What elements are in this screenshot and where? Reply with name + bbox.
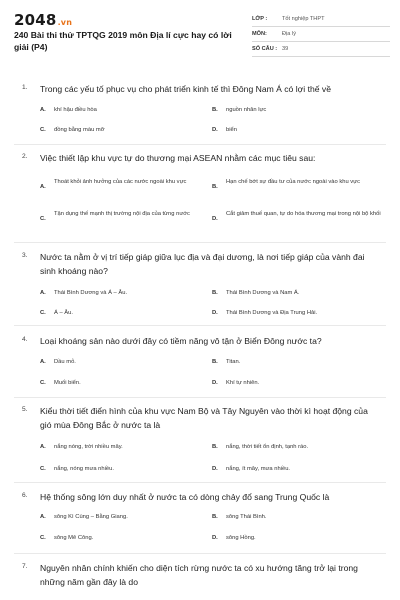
divider: [14, 397, 386, 398]
option-text: Hạn chế bớt sự đầu tư của nước ngoài vào khu vực: [226, 179, 360, 185]
question-number: 7.: [22, 563, 28, 570]
option-letter: C.: [40, 535, 46, 541]
option-letter: B.: [212, 359, 218, 365]
option-letter: B.: [212, 444, 218, 450]
meta-value: Tốt nghiệp THPT: [282, 16, 325, 22]
option-text: sông Mê Công.: [54, 535, 94, 541]
option-text: nguồn nhân lực: [226, 107, 267, 113]
document-title: 240 Bài thi thử TPTQG 2019 môn Địa lí cực hay có lời giải (P4): [14, 30, 232, 52]
option-text: sông Thái Bình.: [226, 514, 267, 520]
divider: [14, 144, 386, 145]
option-text: Thái Bình Dương và Địa Trung Hải.: [226, 310, 318, 316]
meta-value: 39: [282, 46, 289, 52]
logo-main: 2048: [14, 11, 57, 29]
option-letter: B.: [212, 290, 218, 296]
option-letter: B.: [212, 107, 218, 113]
option-text: Thái Bình Dương và Á – Âu.: [54, 290, 128, 296]
option-text: Tận dụng thế mạnh thị trường nội địa của từng nước: [54, 211, 190, 217]
option-text: đồng bằng màu mỡ: [54, 127, 105, 133]
meta-key: SỐ CÂU :: [252, 46, 278, 52]
option-text: sông Hồng.: [226, 535, 256, 541]
option-text: Á – Âu.: [54, 310, 74, 316]
option-letter: D.: [212, 127, 218, 133]
logo-suffix: .vn: [57, 18, 73, 27]
meta-row-class: [252, 12, 390, 27]
question-number: 2.: [22, 153, 28, 160]
question-text: Kiểu thời tiết điển hình của khu vực Nam Bộ và Tây Nguyên vào thời kì hoạt động của gió mùa Đông Bắc ở nước ta là: [40, 406, 368, 430]
question-number: 6.: [22, 492, 28, 499]
option-text: nắng nóng, trời nhiều mây.: [54, 444, 123, 450]
option-letter: A.: [40, 514, 46, 520]
option-text: nắng, thời tiết ổn định, tạnh ráo.: [226, 444, 309, 450]
meta-row-subject: [252, 27, 390, 42]
option-letter: B.: [212, 514, 218, 520]
option-letter: A.: [40, 444, 46, 450]
divider: [14, 482, 386, 483]
option-text: biển: [226, 127, 237, 133]
exam-meta: [252, 12, 390, 57]
divider: [14, 553, 386, 554]
question-text: Nước ta nằm ở vị trí tiếp giáp giữa lục địa và đại dương, là nơi tiếp giáp của vành đai sinh khoáng nào?: [40, 252, 365, 276]
option-letter: D.: [212, 310, 218, 316]
option-text: Cắt giảm thuế quan, tự do hóa thương mại trong nội bộ khối: [226, 211, 381, 217]
option-letter: C.: [40, 466, 46, 472]
option-letter: D.: [212, 535, 218, 541]
meta-row-count: [252, 42, 390, 57]
question-number: 3.: [22, 252, 28, 259]
question-text: Trong các yếu tố phục vụ cho phát triển kinh tế thì Đông Nam Á có lợi thế về: [40, 84, 331, 94]
option-letter: D.: [212, 466, 218, 472]
option-text: khí hậu điều hòa: [54, 107, 97, 113]
option-text: sông Kì Cùng – Bằng Giang.: [54, 514, 128, 520]
question-text: Loại khoáng sản nào dưới đây có tiềm năng vô tận ở Biển Đông nước ta?: [40, 336, 322, 346]
meta-key: MÔN:: [252, 31, 267, 37]
option-text: nắng, nóng mưa nhiều.: [54, 466, 114, 472]
option-text: Thái Bình Dương và Nam Á.: [226, 290, 300, 296]
option-letter: D.: [212, 380, 218, 386]
option-letter: A.: [40, 290, 46, 296]
option-letter: C.: [40, 310, 46, 316]
option-text: Dầu mỏ.: [54, 359, 76, 365]
question-text: Nguyên nhân chính khiến cho diện tích rừng nước ta có xu hướng tăng trở lại trong những năm gần đây là do: [40, 563, 358, 587]
divider: [14, 242, 386, 243]
divider: [14, 325, 386, 326]
option-letter: D.: [212, 216, 218, 222]
option-letter: C.: [40, 380, 46, 386]
option-text: Titan.: [226, 359, 241, 365]
question-number: 1.: [22, 84, 28, 91]
question-text: Việc thiết lập khu vực tự do thương mại ASEAN nhằm các mục tiêu sau:: [40, 153, 316, 163]
option-text: nắng, ít mây, mưa nhiều.: [226, 466, 291, 472]
question-text: Hệ thống sông lớn duy nhất ở nước ta có dòng chảy đổ sang Trung Quốc là: [40, 492, 330, 502]
option-letter: C.: [40, 216, 46, 222]
option-letter: C.: [40, 127, 46, 133]
question-number: 5.: [22, 406, 28, 413]
question-number: 4.: [22, 336, 28, 343]
page-header: [0, 0, 400, 70]
option-letter: A.: [40, 359, 46, 365]
option-text: Khí tự nhiên.: [226, 380, 260, 386]
option-text: Thoát khỏi ảnh hưởng của các nước ngoài khu vực: [54, 179, 187, 185]
meta-value: Địa lý: [282, 31, 296, 37]
option-letter: A.: [40, 107, 46, 113]
option-text: Muối biển.: [54, 380, 81, 386]
option-letter: A.: [40, 184, 46, 190]
site-logo[interactable]: [14, 11, 72, 29]
option-letter: B.: [212, 184, 218, 190]
meta-key: LỚP :: [252, 16, 268, 22]
